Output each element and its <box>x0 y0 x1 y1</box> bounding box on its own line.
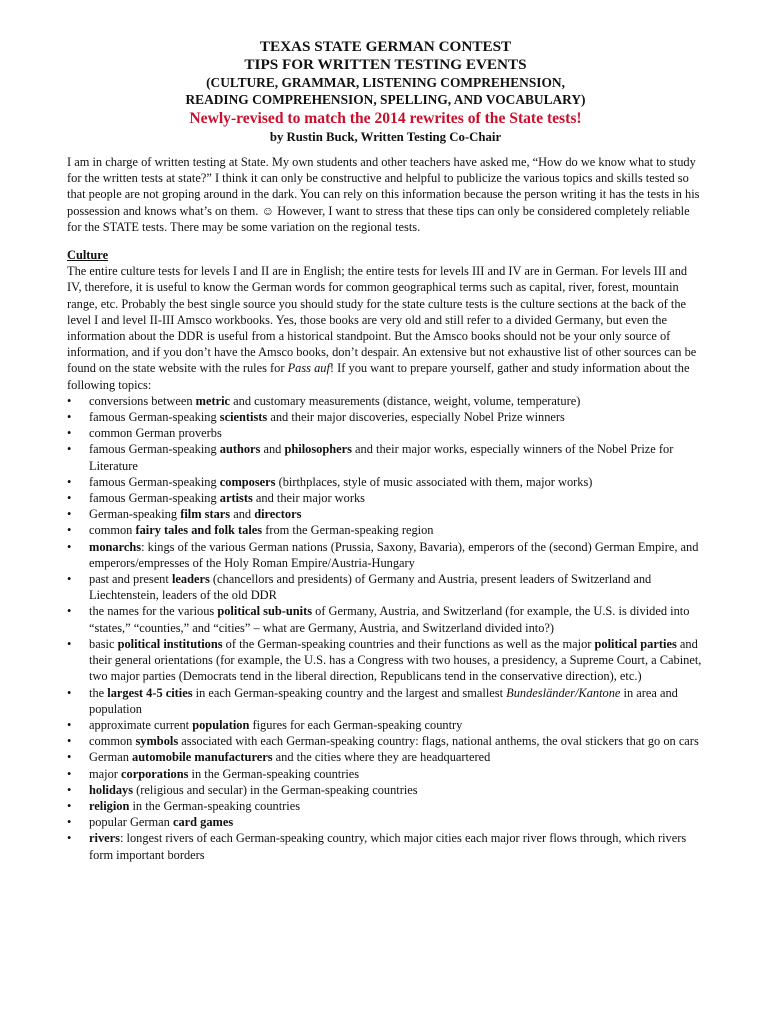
topic-keyword: fairy tales and folk tales <box>135 523 263 538</box>
topic-text: associated with each German-speaking country: flags, national anthems, the oval stickers that go on cars <box>178 734 699 749</box>
topic-item <box>67 733 704 749</box>
topic-item <box>67 506 704 522</box>
topic-item <box>67 425 704 441</box>
topic-text: and <box>230 507 255 522</box>
bullet-icon: • <box>67 410 72 425</box>
topic-text: basic <box>89 636 118 651</box>
topic-text: German <box>89 750 133 765</box>
bullet-icon: • <box>67 604 72 619</box>
topic-keyword: metric <box>195 393 231 408</box>
topic-text: and their major works <box>252 491 365 506</box>
topic-text: : kings of the various German nations (Prussia, Saxony, Bavaria), emperors of the (second) German Empire, and emperors/empresses of the Holy Roman Empire/Austria-Hungary <box>89 539 699 570</box>
contest-title: TEXAS STATE GERMAN CONTEST <box>259 38 512 55</box>
topic-item <box>67 522 704 538</box>
subtitle-line-1: (CULTURE, GRAMMAR, LISTENING COMPREHENSION, <box>206 75 565 90</box>
bullet-icon: • <box>67 491 72 506</box>
topic-item <box>67 490 704 506</box>
topic-text: famous German-speaking <box>89 442 220 457</box>
bullet-icon: • <box>67 766 72 781</box>
intro-paragraph <box>67 154 704 235</box>
topic-item <box>67 409 704 425</box>
topic-item <box>67 766 704 782</box>
smiley-icon: ☺ <box>261 203 275 218</box>
topic-item <box>67 814 704 830</box>
topic-keyword: authors <box>219 442 261 457</box>
intro-text-1: I am in charge of written testing at State. My own students and other teachers have asked me, “How do we know what to study for the written tests at state?” I think it can only be constructive and helpful to publicize the various topics and skills tested so that people are not groping around in the dark. You can rely on this information because the person writing it has the tests in his possession and knows what’s on them. <box>67 155 700 218</box>
bullet-icon: • <box>67 426 72 441</box>
topic-keyword: card games <box>172 815 234 830</box>
revision-notice: Newly-revised to match the 2014 rewrites of the State tests! <box>189 110 582 127</box>
topic-item <box>67 474 704 490</box>
topic-text: German-speaking <box>89 507 181 522</box>
topic-keyword: holidays <box>89 782 134 797</box>
topic-text: (birthplaces, style of music associated with them, major works) <box>275 474 593 489</box>
pass-auf-title: Pass auf <box>287 361 330 376</box>
topic-item <box>67 441 704 473</box>
topic-text: in area and population <box>89 685 678 716</box>
intro-text-2: However, I want to stress that these tips can only be considered completely reliable for the STATE tests. There may be some variation on the regional tests. <box>67 203 690 234</box>
topic-text: common German proverbs <box>89 426 222 441</box>
bullet-icon: • <box>67 523 72 538</box>
bullet-icon: • <box>67 474 72 489</box>
topic-text: common <box>89 734 136 749</box>
culture-paragraph <box>67 263 704 393</box>
topic-text: (chancellors and presidents) of Germany and Austria, present leaders of Switzerland and Liechtenstein, leaders of the old DDR <box>89 572 652 603</box>
topic-text: past and present <box>89 572 172 587</box>
culture-text-1: The entire culture tests for levels I and II are in English; the entire tests for levels III and IV are in German. For levels III and IV, therefore, it is useful to know the German words for common geographical terms such as capital, river, forest, mountain range, etc. Probably the best single source you should study for the state culture tests is the culture sections at the back of the level I and level II-III Amsco workbooks. Yes, those books are very old and still refer to a divided Germany, but even the information about the DDR is useful from a historical standpoint. But the Amsco books should not be your only source of information, and if you don’t have the Amsco books, don’t despair. An extensive but not exhaustive list of other sources can be found on the state website with the rules for <box>67 264 697 376</box>
bullet-icon: • <box>67 782 72 797</box>
topic-keyword: political institutions <box>117 636 223 651</box>
topic-keyword: rivers <box>89 831 120 846</box>
topic-keyword: symbols <box>135 734 179 749</box>
topic-item <box>67 571 704 603</box>
topic-text: famous German-speaking <box>89 491 220 506</box>
bullet-icon: • <box>67 831 72 846</box>
topic-text: and the cities where they are headquartered <box>272 750 491 765</box>
topic-item <box>67 636 704 685</box>
topic-keyword: automobile manufacturers <box>132 750 273 765</box>
topic-text: (religious and secular) in the German-speaking countries <box>133 782 418 797</box>
topic-keyword: directors <box>254 507 302 522</box>
topic-item <box>67 603 704 635</box>
topic-item <box>67 717 704 733</box>
topic-text: the <box>89 685 108 700</box>
topic-keyword: political parties <box>594 636 677 651</box>
topic-text: of Germany, Austria, and Switzerland (for example, the U.S. is divided into “states,” “counties,” and “cities” – what are Germany, Austria, and Switzerland divided into?) <box>89 604 690 635</box>
topic-text: figures for each German-speaking country <box>249 717 463 732</box>
topic-keyword: corporations <box>121 766 189 781</box>
bullet-icon: • <box>67 442 72 457</box>
author-byline: by Rustin Buck, Written Testing Co-Chair <box>269 130 502 144</box>
topic-text: common <box>89 523 136 538</box>
bullet-icon: • <box>67 507 72 522</box>
topic-text: and customary measurements (distance, weight, volume, temperature) <box>230 393 581 408</box>
topic-text: the names for the various <box>89 604 218 619</box>
topic-text: popular German <box>89 815 173 830</box>
topic-keyword: scientists <box>219 410 268 425</box>
bullet-icon: • <box>67 717 72 732</box>
topic-text: famous German-speaking <box>89 410 220 425</box>
topic-item <box>67 539 704 571</box>
topic-keyword: largest 4-5 cities <box>107 685 193 700</box>
topic-keyword: film stars <box>180 507 231 522</box>
bullet-icon: • <box>67 685 72 700</box>
topic-text: major <box>89 766 121 781</box>
topic-text: from the German-speaking region <box>262 523 434 538</box>
topic-text: of the German-speaking countries and their functions as well as the major <box>222 636 595 651</box>
topic-text: famous German-speaking <box>89 474 220 489</box>
bullet-icon: • <box>67 798 72 813</box>
topic-item <box>67 685 704 717</box>
topic-item <box>67 782 704 798</box>
topic-keyword: artists <box>219 491 253 506</box>
bullet-icon: • <box>67 750 72 765</box>
topic-text: in each German-speaking country and the largest and smallest <box>192 685 507 700</box>
culture-topics-list <box>67 393 704 863</box>
topic-keyword: philosophers <box>284 442 352 457</box>
topic-text: conversions between <box>89 393 196 408</box>
bullet-icon: • <box>67 636 72 651</box>
subtitle-line-2: READING COMPREHENSION, SPELLING, AND VOCABULARY) <box>185 92 586 107</box>
topic-keyword: monarchs <box>89 539 142 554</box>
topic-keyword: composers <box>219 474 276 489</box>
topic-text: in the German-speaking countries <box>188 766 360 781</box>
topic-text: approximate current <box>89 717 193 732</box>
topic-term: Bundesländer/Kantone <box>506 685 621 700</box>
topic-item <box>67 749 704 765</box>
bullet-icon: • <box>67 572 72 587</box>
bullet-icon: • <box>67 734 72 749</box>
topic-text: and their general orientations (for example, the U.S. has a Congress with two houses, a presidency, a Supreme Court, a Cabinet, two major parties (Democrats tend in the liberal direction, Republicans tend in the conservative direction), etc.) <box>89 636 702 684</box>
topic-keyword: religion <box>89 798 130 813</box>
bullet-icon: • <box>67 539 72 554</box>
topic-keyword: population <box>192 717 250 732</box>
topic-text: : longest rivers of each German-speaking country, which major cities each major river flows through, which rivers form important borders <box>89 831 687 862</box>
bullet-icon: • <box>67 815 72 830</box>
culture-heading: Culture <box>67 248 109 263</box>
culture-text-2: ! If you want to prepare yourself, gather and study information about the following topics: <box>67 361 690 392</box>
bullet-icon: • <box>67 393 72 408</box>
topic-item <box>67 393 704 409</box>
topic-text: and <box>260 442 285 457</box>
topic-text: and their major discoveries, especially Nobel Prize winners <box>267 410 565 425</box>
document-title: TIPS FOR WRITTEN TESTING EVENTS <box>244 56 527 73</box>
topic-item <box>67 830 704 862</box>
topic-keyword: political sub-units <box>217 604 313 619</box>
topic-text: in the German-speaking countries <box>129 798 301 813</box>
topic-text: and their major works, especially winners of the Nobel Prize for Literature <box>89 442 674 473</box>
topic-keyword: leaders <box>171 572 210 587</box>
topic-item <box>67 798 704 814</box>
